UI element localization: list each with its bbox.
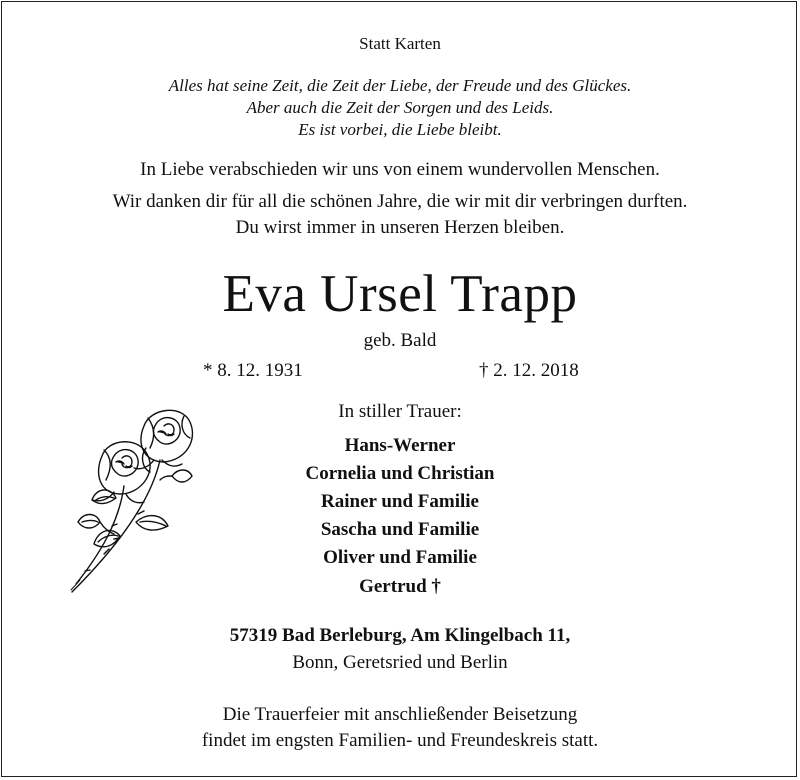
mourning-label: In stiller Trauer:: [338, 401, 462, 422]
mourner-name: Gertrud †: [359, 576, 441, 597]
mourner-name: Sascha und Familie: [320, 519, 480, 540]
mourner-name: Rainer und Familie: [321, 491, 479, 512]
mourner-name: Hans-Werner: [344, 435, 456, 456]
intro-line: Du wirst immer in unseren Herzen bleiben.: [235, 217, 565, 238]
header-text: Statt Karten: [359, 34, 441, 53]
birth-date: * 8. 12. 1931: [203, 360, 303, 381]
intro-line: In Liebe verabschieden wir uns von einem wundervollen Menschen.: [140, 159, 660, 180]
motto-line: Alles hat seine Zeit, die Zeit der Liebe, der Freude und des Glückes.: [168, 76, 632, 95]
rose-icon: [64, 404, 204, 596]
death-date: † 2. 12. 2018: [479, 360, 579, 381]
mourner-name: Oliver und Familie: [323, 547, 477, 568]
address-text: 57319 Bad Berleburg, Am Klingelbach 11,: [229, 625, 571, 646]
funeral-notice-line: Die Trauerfeier mit anschließender Beisetzung: [222, 704, 578, 725]
funeral-notice-line: findet im engsten Familien- und Freundeskreis statt.: [201, 730, 599, 751]
mourner-name: Cornelia und Christian: [305, 463, 495, 484]
intro-line: Wir danken dir für all die schönen Jahre, die wir mit dir verbringen durften.: [112, 191, 688, 212]
motto-line: Aber auch die Zeit der Sorgen und des Leids.: [246, 98, 554, 117]
deceased-name: Eva Ursel Trapp: [222, 265, 578, 323]
maiden-name: geb. Bald: [363, 330, 437, 351]
motto-line: Es ist vorbei, die Liebe bleibt.: [298, 120, 502, 139]
cities-text: Bonn, Geretsried und Berlin: [292, 652, 508, 673]
